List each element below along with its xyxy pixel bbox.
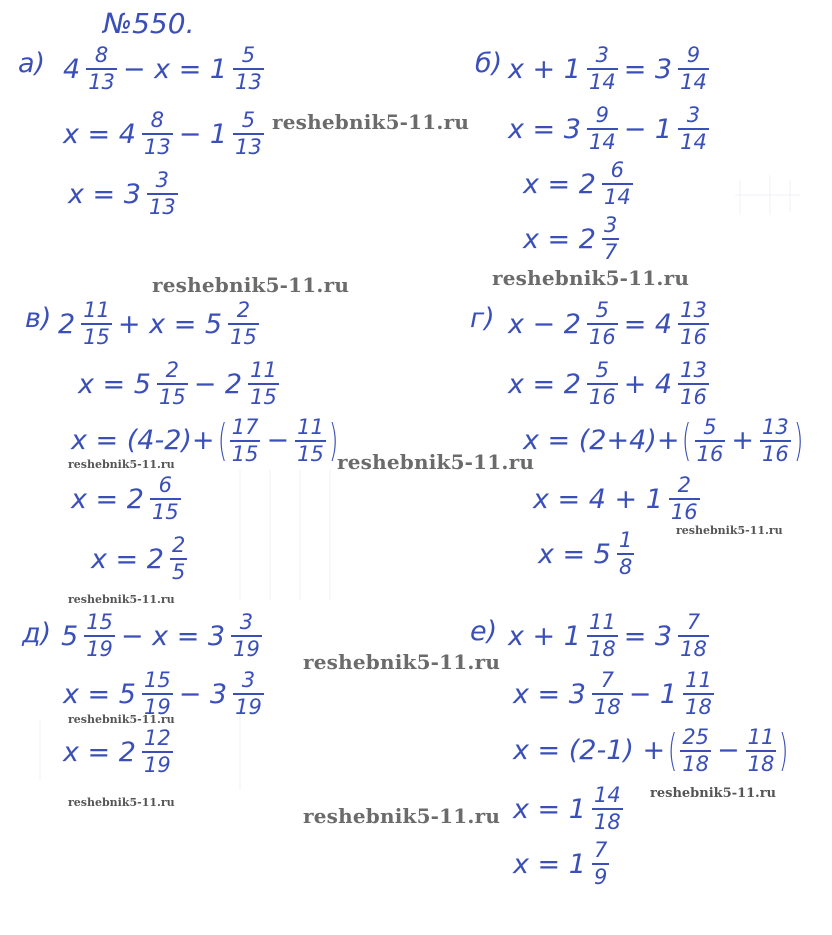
fraction — [233, 45, 264, 93]
fraction — [587, 105, 618, 153]
numerator: 11 — [83, 298, 110, 322]
problem-v-line-4 — [68, 475, 184, 523]
watermark: reshebnik5-11.ru — [272, 110, 470, 134]
fraction — [157, 360, 188, 408]
numerator: 2 — [165, 358, 179, 382]
expression-text: + 4 — [623, 368, 673, 400]
large-parenthesis: ) — [779, 725, 789, 776]
watermark-small: reshebnik5-11.ru — [68, 713, 175, 726]
denominator: 18 — [593, 695, 621, 719]
exercise-number: №550. — [103, 7, 195, 40]
large-parenthesis: ( — [217, 415, 227, 466]
denominator: 19 — [233, 637, 260, 661]
expression-text: x = 2 — [63, 736, 136, 768]
numerator: 5 — [241, 108, 256, 132]
problem-d-line-2 — [60, 670, 267, 718]
problem-g-line-3 — [520, 415, 803, 466]
fraction — [150, 475, 181, 523]
numerator: 2 — [677, 473, 691, 497]
numerator: 3 — [686, 103, 701, 127]
expression-text: x − 2 — [508, 308, 581, 340]
expression-text: − — [717, 735, 740, 766]
numerator: 11 — [250, 358, 277, 382]
expression-text: x = 2 — [523, 168, 596, 200]
problem-b-line-1 — [505, 45, 712, 93]
large-parenthesis: ) — [793, 415, 804, 466]
problem-g-label: г) — [470, 303, 495, 334]
numerator: 17 — [231, 414, 259, 439]
numerator: 8 — [150, 108, 164, 132]
numerator: 5 — [595, 358, 609, 382]
fraction — [678, 105, 709, 153]
numerator: 15 — [143, 668, 171, 692]
fraction — [587, 612, 618, 660]
expression-text: x = 3 — [508, 113, 581, 145]
denominator: 16 — [696, 441, 724, 466]
numerator: 7 — [600, 668, 614, 692]
expression-text: x = 5 — [78, 368, 151, 400]
fraction — [695, 414, 726, 466]
numerator: 5 — [703, 414, 717, 439]
denominator: 13 — [88, 70, 115, 94]
denominator: 5 — [171, 560, 186, 584]
fraction — [142, 110, 173, 158]
denominator: 16 — [588, 385, 616, 409]
denominator: 18 — [680, 637, 707, 661]
expression-text: x + 1 — [508, 620, 581, 652]
expression-text: − — [266, 425, 290, 456]
problem-b-label: б) — [475, 48, 503, 79]
denominator: 8 — [618, 555, 633, 579]
expression-text: x = 1 — [513, 848, 586, 880]
numerator: 13 — [761, 414, 789, 439]
expression-text: x = 2 — [523, 223, 596, 255]
watermark-small: reshebnik5-11.ru — [68, 796, 175, 809]
problem-e-line-5 — [510, 840, 612, 888]
denominator: 16 — [680, 385, 707, 409]
problem-a-label: а) — [18, 48, 46, 79]
problem-d-line-3 — [60, 728, 176, 776]
denominator: 13 — [148, 195, 176, 219]
problem-v-label: в) — [25, 303, 52, 334]
denominator: 18 — [593, 810, 621, 834]
denominator: 15 — [83, 325, 110, 349]
numerator: 5 — [241, 43, 256, 67]
numerator: 11 — [588, 610, 616, 634]
problem-g-line-4 — [530, 475, 703, 523]
denominator: 15 — [231, 441, 259, 466]
fraction — [746, 724, 777, 776]
watermark: reshebnik5-11.ru — [303, 650, 501, 674]
fraction — [248, 360, 279, 408]
watermark: reshebnik5-11.ru — [152, 273, 350, 297]
numerator: 3 — [155, 168, 169, 192]
fraction — [680, 724, 711, 776]
expression-text: x = 4 + 1 — [533, 483, 663, 515]
watermark: reshebnik5-11.ru — [337, 450, 535, 474]
denominator: 18 — [685, 695, 712, 719]
numerator: 3 — [239, 610, 254, 634]
problem-a-line-1 — [60, 45, 267, 93]
problem-e-line-1 — [505, 612, 712, 660]
numerator: 14 — [593, 783, 621, 807]
denominator: 19 — [143, 753, 171, 777]
problem-b-line-4 — [520, 215, 622, 263]
problem-g-line-5 — [535, 530, 637, 578]
denominator: 16 — [670, 500, 698, 524]
expression-text: x = 2 — [71, 483, 144, 515]
numerator: 3 — [603, 213, 618, 237]
fraction — [592, 670, 623, 718]
numerator: 3 — [241, 668, 256, 692]
numerator: 12 — [143, 726, 171, 750]
denominator: 13 — [235, 70, 262, 94]
numerator: 2 — [236, 298, 251, 322]
problem-e-line-2 — [510, 670, 717, 718]
denominator: 19 — [235, 695, 262, 719]
expression-text: − 1 — [628, 678, 678, 710]
problem-a-line-3 — [65, 170, 181, 218]
watermark-small: reshebnik5-11.ru — [676, 524, 783, 537]
large-parenthesis: ( — [682, 415, 692, 466]
fraction — [602, 215, 619, 263]
denominator: 15 — [158, 385, 186, 409]
numerator: 11 — [685, 668, 712, 692]
denominator: 19 — [143, 695, 171, 719]
large-parenthesis: ) — [328, 415, 339, 466]
numerator: 2 — [171, 533, 186, 557]
denominator: 7 — [603, 240, 618, 264]
expression-text: = 4 — [623, 308, 673, 340]
denominator: 9 — [593, 865, 608, 889]
fraction — [760, 414, 791, 466]
numerator: 1 — [618, 528, 633, 552]
numerator: 6 — [158, 473, 172, 497]
problem-e-line-4 — [510, 785, 626, 833]
problem-v-line-5 — [88, 535, 190, 583]
fraction — [147, 170, 178, 218]
fraction — [230, 414, 261, 466]
fraction — [170, 535, 187, 583]
expression-text: x = (2+4)+ — [523, 425, 680, 456]
expression-text: x = 4 — [63, 118, 136, 150]
expression-text: = 3 — [623, 53, 673, 85]
watermark-small: reshebnik5-11.ru — [68, 593, 175, 606]
watermark-small: reshebnik5-11.ru — [650, 786, 777, 801]
fraction — [669, 475, 700, 523]
denominator: 15 — [151, 500, 179, 524]
fraction — [231, 612, 262, 660]
denominator: 18 — [747, 751, 775, 776]
expression-text: x + 1 — [508, 53, 581, 85]
problem-v-line-1 — [55, 300, 262, 348]
numerator: 11 — [297, 414, 324, 439]
denominator: 16 — [588, 325, 616, 349]
fraction — [617, 530, 634, 578]
expression-text: = 3 — [623, 620, 673, 652]
fraction — [678, 360, 709, 408]
fraction — [86, 45, 117, 93]
expression-text: x = (2-1) + — [513, 735, 666, 766]
numerator: 8 — [94, 43, 109, 67]
expression-text: + — [731, 425, 754, 456]
fraction — [587, 45, 618, 93]
fraction — [678, 300, 709, 348]
large-parenthesis: ( — [668, 725, 678, 776]
expression-text: + x = 5 — [117, 308, 223, 340]
numerator: 13 — [680, 298, 707, 322]
problem-b-line-3 — [520, 160, 636, 208]
denominator: 19 — [86, 637, 113, 661]
denominator: 14 — [603, 185, 631, 209]
problem-d-line-1 — [58, 612, 265, 660]
numerator: 25 — [682, 724, 710, 749]
problem-b-line-2 — [505, 105, 712, 153]
numerator: 11 — [747, 724, 775, 749]
denominator: 15 — [230, 325, 257, 349]
expression-text: x = 2 — [508, 368, 581, 400]
fraction — [81, 300, 112, 348]
problem-e-label: е) — [470, 616, 498, 647]
fraction — [233, 670, 264, 718]
numerator: 15 — [86, 610, 113, 634]
numerator: 13 — [680, 358, 707, 382]
problem-a-line-2 — [60, 110, 267, 158]
watermark: reshebnik5-11.ru — [492, 266, 690, 290]
denominator: 13 — [235, 135, 262, 159]
expression-text: x = 5 — [538, 538, 611, 570]
fraction — [678, 45, 709, 93]
problem-v-line-2 — [75, 360, 282, 408]
expression-text: − x = 1 — [122, 53, 228, 85]
denominator: 14 — [680, 70, 707, 94]
expression-text: x = 3 — [68, 178, 141, 210]
watermark: reshebnik5-11.ru — [303, 804, 501, 828]
numerator: 9 — [595, 103, 609, 127]
expression-text: x = 2 — [91, 543, 164, 575]
fraction — [228, 300, 259, 348]
fraction — [592, 840, 609, 888]
numerator: 7 — [686, 610, 701, 634]
fraction — [233, 110, 264, 158]
expression-text: x = 1 — [513, 793, 586, 825]
expression-text: − x = 3 — [120, 620, 226, 652]
expression-text: − 2 — [193, 368, 243, 400]
expression-text: − 1 — [623, 113, 673, 145]
problem-g-line-1 — [505, 300, 712, 348]
watermark-small: reshebnik5-11.ru — [68, 458, 175, 471]
fraction — [587, 360, 618, 408]
expression-text: − 1 — [178, 118, 228, 150]
expression-text: x = 5 — [63, 678, 136, 710]
fraction — [678, 612, 709, 660]
problem-e-line-3 — [510, 725, 789, 776]
expression-text: − 3 — [178, 678, 228, 710]
fraction — [602, 160, 633, 208]
expression-text: 4 — [63, 53, 81, 85]
numerator: 6 — [610, 158, 624, 182]
denominator: 14 — [680, 130, 707, 154]
numerator: 5 — [595, 298, 609, 322]
problem-d-label: д) — [22, 618, 52, 649]
denominator: 14 — [588, 130, 616, 154]
denominator: 14 — [588, 70, 616, 94]
fraction — [84, 612, 115, 660]
numerator: 3 — [595, 43, 609, 67]
problem-g-line-2 — [505, 360, 712, 408]
fraction — [683, 670, 714, 718]
fraction — [592, 785, 623, 833]
fraction — [295, 414, 326, 466]
denominator: 13 — [143, 135, 171, 159]
denominator: 15 — [250, 385, 277, 409]
denominator: 18 — [588, 637, 616, 661]
fraction — [142, 728, 173, 776]
denominator: 16 — [680, 325, 707, 349]
expression-text: x = (4-2)+ — [71, 425, 215, 456]
expression-text: 5 — [61, 620, 79, 652]
fraction — [587, 300, 618, 348]
expression-text: 2 — [58, 308, 76, 340]
numerator: 7 — [593, 838, 608, 862]
expression-text: x = 3 — [513, 678, 586, 710]
denominator: 18 — [682, 751, 710, 776]
numerator: 9 — [686, 43, 701, 67]
denominator: 16 — [761, 441, 789, 466]
fraction — [142, 670, 173, 718]
denominator: 15 — [297, 441, 324, 466]
